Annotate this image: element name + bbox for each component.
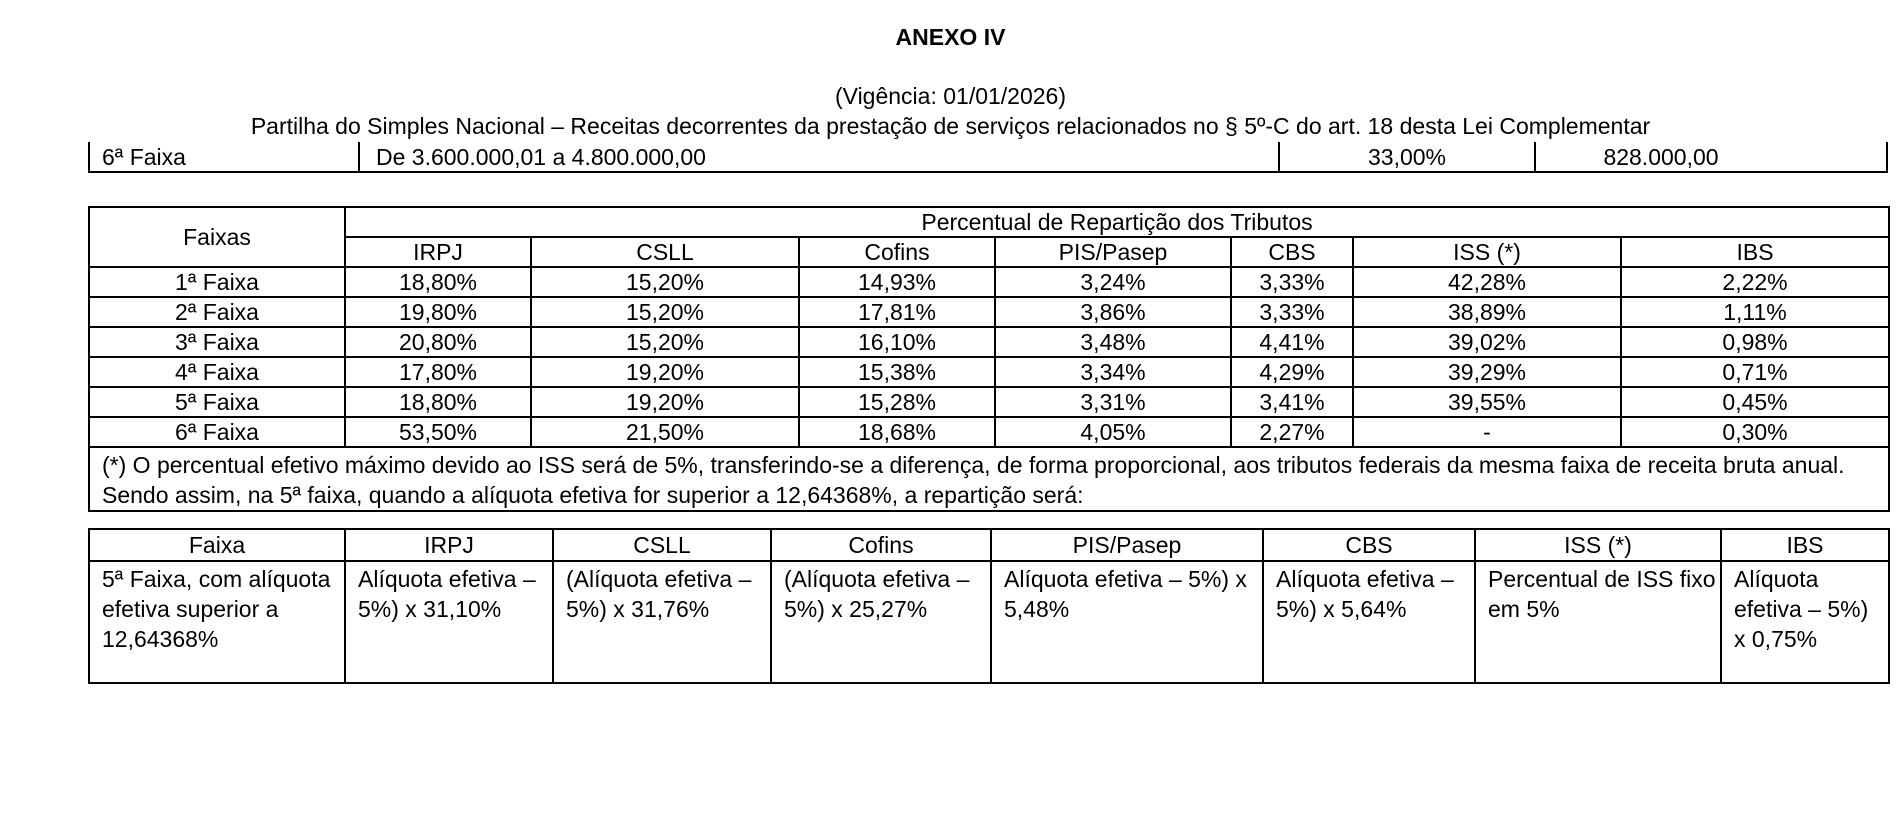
faixa-label: 6ª Faixa	[89, 417, 345, 447]
table-row	[89, 297, 1889, 327]
percent-cell: 0,45%	[1621, 387, 1889, 417]
percent-cell: 3,33%	[1231, 297, 1353, 327]
repartition-table	[88, 206, 1890, 512]
percent-cell: 3,34%	[995, 357, 1231, 387]
repartition-group-header: Percentual de Repartição dos Tributos	[345, 207, 1889, 237]
percent-cell: 39,02%	[1353, 327, 1621, 357]
percent-cell: 3,41%	[1231, 387, 1353, 417]
csll-formula-cell: (Alíquota efetiva – 5%) x 31,76%	[553, 561, 771, 683]
column-header-faixa: Faixa	[89, 529, 345, 561]
percent-cell: 17,80%	[345, 357, 531, 387]
percent-cell: -	[1353, 417, 1621, 447]
percent-cell: 15,20%	[531, 327, 799, 357]
column-header-cofins: Cofins	[771, 529, 991, 561]
table-row	[89, 387, 1889, 417]
cbs-formula-cell: Alíquota efetiva – 5%) x 5,64%	[1263, 561, 1475, 683]
percent-cell: 19,80%	[345, 297, 531, 327]
percent-cell: 14,93%	[799, 267, 995, 297]
percent-cell: 3,31%	[995, 387, 1231, 417]
percent-cell: 53,50%	[345, 417, 531, 447]
faixa-label: 3ª Faixa	[89, 327, 345, 357]
irpj-formula-cell: Alíquota efetiva – 5%) x 31,10%	[345, 561, 553, 683]
percent-cell: 3,33%	[1231, 267, 1353, 297]
faixa-label: 2ª Faixa	[89, 297, 345, 327]
pis-pasep-formula-cell: Alíquota efetiva – 5%) x 5,48%	[991, 561, 1263, 683]
table-row	[89, 561, 1889, 683]
percent-cell: 39,29%	[1353, 357, 1621, 387]
table-header-row	[89, 207, 1889, 237]
column-header-cbs: CBS	[1263, 529, 1475, 561]
column-header-csll: CSLL	[531, 237, 799, 267]
percent-cell: 3,86%	[995, 297, 1231, 327]
faixa5-condition-cell: 5ª Faixa, com alíquota efetiva superior a 12,64368%	[89, 561, 345, 683]
percent-cell: 16,10%	[799, 327, 995, 357]
column-header-cbs: CBS	[1231, 237, 1353, 267]
vigencia-text: (Vigência: 01/01/2026)	[834, 83, 1067, 109]
table-row	[89, 327, 1889, 357]
percent-cell: 1,11%	[1621, 297, 1889, 327]
percent-cell: 18,80%	[345, 267, 531, 297]
table-row	[89, 357, 1889, 387]
column-header-ibs: IBS	[1621, 237, 1889, 267]
percent-cell: 18,68%	[799, 417, 995, 447]
partilha-caption: Partilha do Simples Nacional – Receitas decorrentes da prestação de serviços relacionados no § 5º-C do art. 18 desta Lei Complementar	[250, 113, 1651, 139]
percent-cell: 21,50%	[531, 417, 799, 447]
tax-header-row	[89, 237, 1889, 267]
percent-cell: 3,48%	[995, 327, 1231, 357]
percent-cell: 4,29%	[1231, 357, 1353, 387]
percent-cell: 18,80%	[345, 387, 531, 417]
percent-cell: 15,20%	[531, 267, 799, 297]
column-header-irpj: IRPJ	[345, 237, 531, 267]
annex-title: ANEXO IV	[895, 24, 1006, 50]
faixa5-repartition-table	[88, 528, 1890, 684]
column-header-irpj: IRPJ	[345, 529, 553, 561]
percent-cell: 15,28%	[799, 387, 995, 417]
faixa6-deduzir: 828.000,00	[1603, 144, 1719, 170]
percent-cell: 4,05%	[995, 417, 1231, 447]
iss-formula-cell: Percentual de ISS fixo em 5%	[1475, 561, 1721, 683]
faixa6-label: 6ª Faixa	[102, 144, 186, 170]
percent-cell: 15,20%	[531, 297, 799, 327]
faixa6-receita: De 3.600.000,01 a 4.800.000,00	[376, 144, 706, 170]
percent-cell: 0,30%	[1621, 417, 1889, 447]
bottom-header-row	[89, 529, 1889, 561]
faixa6-rate-row	[88, 142, 1888, 173]
percent-cell: 19,20%	[531, 387, 799, 417]
faixa-label: 5ª Faixa	[89, 387, 345, 417]
column-header-pis-pasep: PIS/Pasep	[991, 529, 1263, 561]
faixa-label: 4ª Faixa	[89, 357, 345, 387]
column-header-csll: CSLL	[553, 529, 771, 561]
note-row	[89, 447, 1889, 511]
percent-cell: 2,22%	[1621, 267, 1889, 297]
faixa-label: 1ª Faixa	[89, 267, 345, 297]
faixas-header: Faixas	[89, 207, 345, 267]
table-row	[89, 267, 1889, 297]
column-header-ibs: IBS	[1721, 529, 1889, 561]
percent-cell: 0,98%	[1621, 327, 1889, 357]
column-header-cofins: Cofins	[799, 237, 995, 267]
column-header-iss: ISS (*)	[1353, 237, 1621, 267]
column-header-pis-pasep: PIS/Pasep	[995, 237, 1231, 267]
ibs-formula-cell: Alíquota efetiva – 5%) x 0,75%	[1721, 561, 1889, 683]
percent-cell: 42,28%	[1353, 267, 1621, 297]
percent-cell: 20,80%	[345, 327, 531, 357]
column-divider	[358, 142, 360, 171]
percent-cell: 39,55%	[1353, 387, 1621, 417]
iss-footnote: (*) O percentual efetivo máximo devido ao ISS será de 5%, transferindo-se a diferença, de forma proporcional, aos tributos federais da mesma faixa de receita bruta anual. Sendo assim, na 5ª faixa, quando a alíquota efetiva for superior a 12,64368%, a repartição será:	[89, 447, 1889, 511]
column-header-iss: ISS (*)	[1475, 529, 1721, 561]
percent-cell: 15,38%	[799, 357, 995, 387]
percent-cell: 3,24%	[995, 267, 1231, 297]
percent-cell: 38,89%	[1353, 297, 1621, 327]
percent-cell: 0,71%	[1621, 357, 1889, 387]
table-row	[89, 417, 1889, 447]
faixa6-aliquota: 33,00%	[1367, 144, 1446, 170]
cofins-formula-cell: (Alíquota efetiva – 5%) x 25,27%	[771, 561, 991, 683]
percent-cell: 17,81%	[799, 297, 995, 327]
percent-cell: 2,27%	[1231, 417, 1353, 447]
percent-cell: 19,20%	[531, 357, 799, 387]
percent-cell: 4,41%	[1231, 327, 1353, 357]
